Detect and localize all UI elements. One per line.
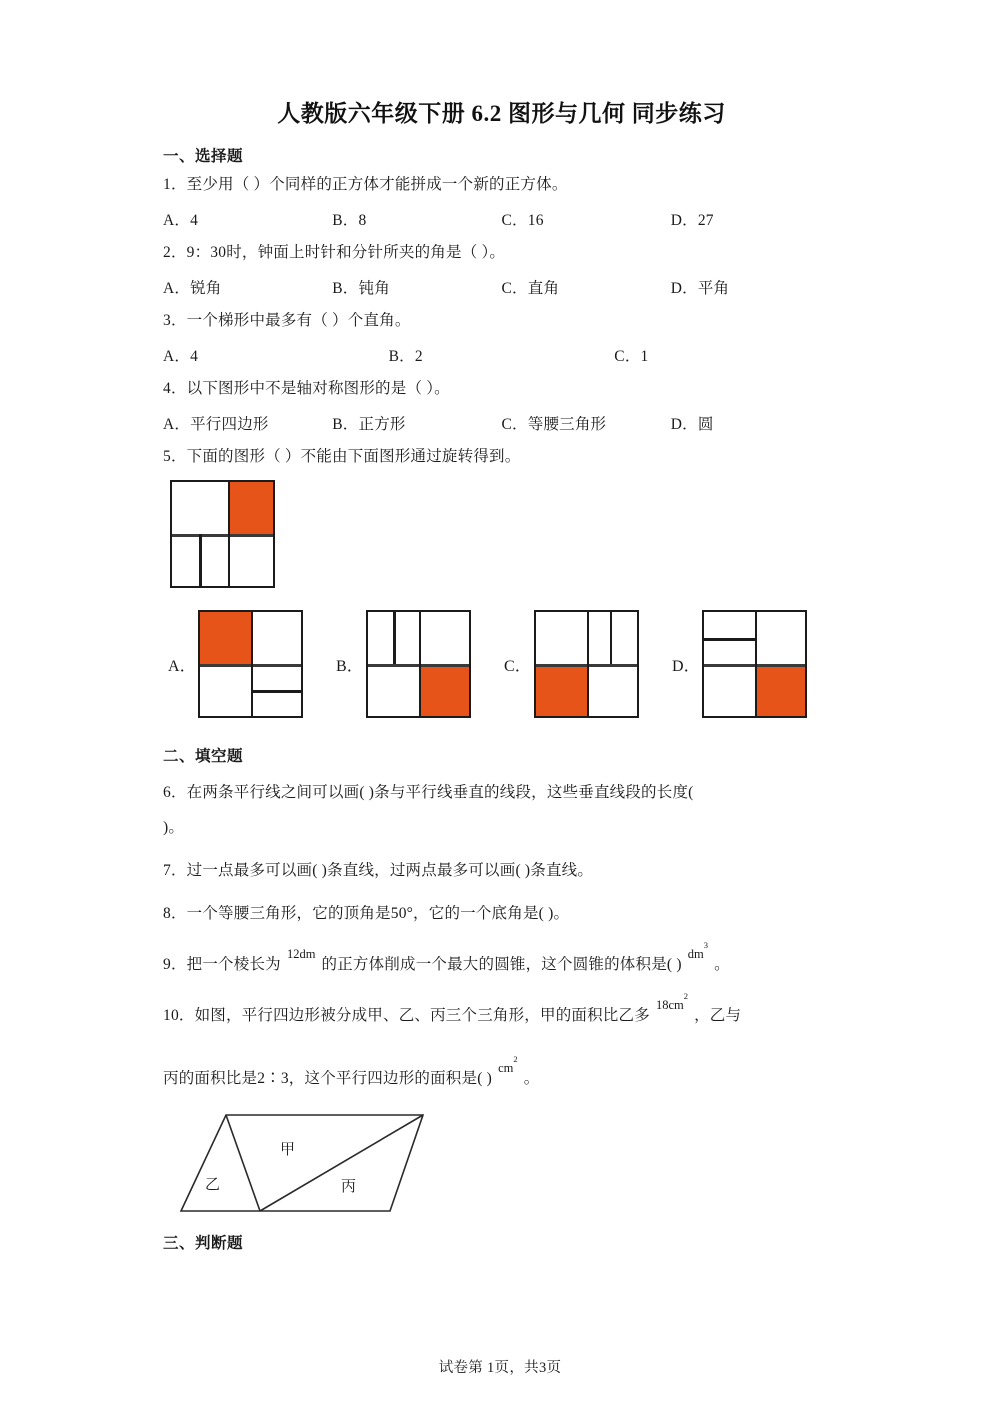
option-b-line-bottom-v (419, 664, 422, 716)
q1-option-b[interactable]: B．8 (332, 212, 367, 230)
option-a-line-lower-h (251, 690, 302, 693)
page-title: 人教版六年级下册 6.2 图形与几何 同步练习 (277, 101, 726, 126)
question-10-parallelogram-figure (168, 1103, 468, 1223)
option-d-label: D． (672, 657, 700, 675)
q4-option-d[interactable]: D．圆 (670, 416, 714, 434)
option-c-block[interactable] (504, 610, 672, 718)
q10-measure-18cm-squared (654, 991, 690, 1016)
option-c-figure[interactable] (534, 610, 639, 718)
page-footer: 试卷第 1页，共3页 (438, 1360, 562, 1376)
option-b-block[interactable] (336, 610, 504, 718)
q1-option-d[interactable]: D．27 (670, 212, 714, 230)
question-7-text: 7．过一点最多可以画( )条直线，过两点最多可以画( )条直线。 (163, 862, 594, 880)
question-5-options-row (163, 610, 840, 718)
question-9-text (163, 939, 840, 977)
reference-line-bottom-v2 (228, 534, 231, 586)
option-b-label: B． (336, 657, 364, 675)
option-b-line-top-v2 (419, 612, 422, 664)
q4-option-c[interactable]: C．等腰三角形 (501, 416, 607, 434)
parallelogram-label-yi: 乙 (205, 1177, 221, 1194)
question-2-text: 2．9：30时，钟面上时针和分针所夹的角是（ ）。 (163, 244, 506, 262)
q9-text-pre: 9．把一个棱长为 (163, 956, 281, 974)
option-c-line-bottom-v (587, 664, 590, 716)
q9-unit-dm-cubed (686, 939, 710, 965)
q10-line2-pre: 丙的面积比是2∶3，这个平行四边形的面积是( ) (163, 1070, 492, 1088)
reference-line-bottom-v1 (199, 534, 202, 586)
reference-line-mid-h (172, 534, 273, 537)
q10-measure-base: 18cm (655, 998, 684, 1013)
question-4-text: 4．以下图形中不是轴对称图形的是（ ）。 (163, 380, 450, 398)
question-8-text: 8．一个等腰三角形，它的顶角是50°，它的一个底角是( )。 (163, 905, 570, 923)
option-d-line-upper-h (704, 638, 755, 641)
reference-orange-cell (228, 482, 273, 534)
q1-option-c[interactable]: C．16 (501, 212, 544, 230)
q9-measure-12dm: 12dm (286, 947, 316, 962)
parallelogram-svg (168, 1103, 468, 1223)
option-d-figure[interactable] (702, 610, 807, 718)
q10-unit-exponent: 2 (513, 1054, 518, 1065)
question-6-line1: 6．在两条平行线之间可以画( )条与平行线垂直的线段，这些垂直线段的长度( (163, 784, 694, 802)
q10-text-pre: 10．如图，平行四边形被分成甲、乙、丙三个三角形，甲的面积比乙多 (163, 1007, 650, 1025)
option-c-line-top-v1 (587, 612, 590, 664)
option-b-line-top-v1 (393, 612, 396, 664)
option-a-orange-cell (200, 612, 251, 664)
q9-unit-base: dm (687, 947, 704, 962)
parallelogram-label-jia: 甲 (280, 1142, 296, 1159)
section-heading-choice: 一、选择题 (163, 148, 244, 165)
option-a-block[interactable] (168, 610, 336, 718)
q9-text-mid: 的正方体削成一个最大的圆锥，这个圆锥的体积是( ) (321, 956, 682, 974)
option-d-line-mid-v (755, 612, 758, 716)
q4-option-a[interactable]: A．平行四边形 (163, 416, 269, 434)
q2-option-c[interactable]: C．直角 (501, 280, 560, 298)
option-b-orange-cell (419, 664, 470, 716)
q2-option-b[interactable]: B．钝角 (332, 280, 390, 298)
q10-unit-cm-squared (496, 1054, 520, 1079)
option-b-figure[interactable] (366, 610, 471, 718)
q10-unit-base: cm (498, 1061, 514, 1076)
question-6-line2: )。 (163, 819, 185, 837)
option-a-label: A． (168, 657, 196, 675)
option-a-line-mid-v (251, 612, 254, 716)
option-d-orange-cell (755, 664, 806, 716)
question-10-line1 (163, 991, 840, 1028)
question-1-options (163, 208, 840, 230)
question-2-options (163, 276, 840, 298)
option-c-orange-cell (536, 664, 587, 716)
question-10-line2 (163, 1054, 840, 1091)
q3-option-c[interactable]: C．1 (614, 348, 649, 366)
q2-option-d[interactable]: D．平角 (670, 280, 730, 298)
parallelogram-label-bing: 丙 (341, 1179, 357, 1196)
q10-text-post: 。 (523, 1070, 540, 1088)
section-heading-judge: 三、判断题 (163, 1235, 244, 1253)
question-3-text: 3．一个梯形中最多有（ ）个直角。 (163, 312, 411, 330)
q9-text-post: 。 (714, 956, 730, 974)
q10-measure-exponent: 2 (683, 991, 689, 1001)
q9-unit-exponent: 3 (703, 939, 709, 950)
parallelogram-outline (181, 1115, 423, 1211)
option-c-line-top-v2 (610, 612, 613, 664)
q10-text-mid: ，乙与 (694, 1007, 742, 1025)
q2-option-a[interactable]: A．锐角 (163, 280, 222, 298)
option-c-label: C． (504, 657, 532, 675)
question-3-options (163, 344, 840, 366)
option-a-figure[interactable] (198, 610, 303, 718)
q4-option-b[interactable]: B．正方形 (332, 416, 406, 434)
q1-option-a[interactable]: A．4 (163, 212, 199, 230)
question-5-text: 5．下面的图形（ ）不能由下面图形通过旋转得到。 (163, 448, 521, 466)
question-4-options (163, 412, 840, 434)
section-heading-fill: 二、填空题 (163, 748, 244, 766)
q3-option-b[interactable]: B．2 (388, 348, 423, 366)
option-d-block[interactable] (672, 610, 840, 718)
question-1-text: 1．至少用（ ）个同样的正方体才能拼成一个新的正方体。 (163, 176, 568, 193)
question-5-reference-figure-wrap (170, 480, 840, 588)
q3-option-a[interactable]: A．4 (163, 348, 199, 366)
reference-line-top-v (228, 482, 231, 534)
reference-figure (170, 480, 275, 588)
